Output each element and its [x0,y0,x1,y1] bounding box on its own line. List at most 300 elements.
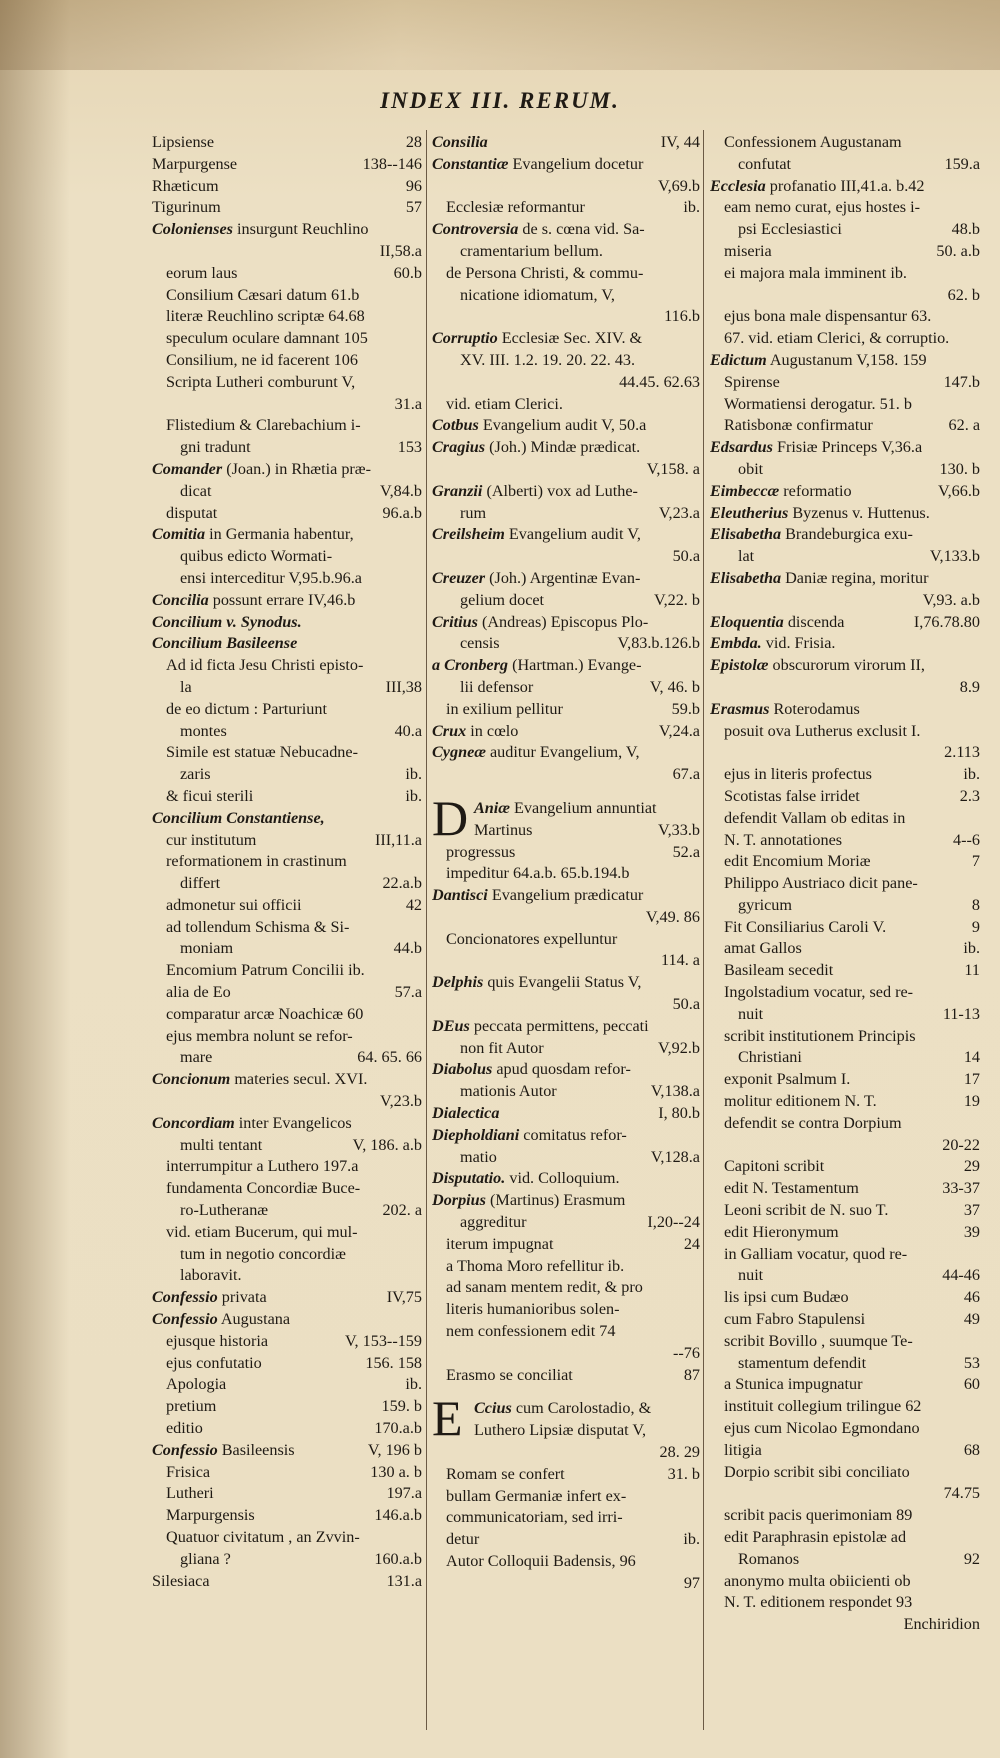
index-text: confutat [738,154,792,173]
index-entry-line [432,1299,700,1321]
page-reference: V, 153--159 [344,1331,422,1350]
index-entry-heading [710,699,980,721]
index-text: N. T. annotationes [724,830,843,849]
page-reference: 44.b [393,939,422,958]
index-text: gyricum [738,895,792,914]
index-text: inter Evangelicos [234,1113,352,1132]
index-entry-line [710,1178,980,1200]
index-text: ejus bona male dispensantur 63. [724,307,932,326]
index-keyword: Constantiæ [432,154,509,173]
index-entry-heading [710,350,980,372]
index-entry-heading [152,219,422,241]
index-keyword: Embda. [710,634,762,653]
page-reference: 8 [971,895,980,914]
index-text: eorum laus [166,263,238,282]
index-entry-line [152,415,422,437]
index-entry-line [432,764,700,786]
index-text: Autor Colloquii Badensis, 96 [446,1552,636,1570]
index-entry-heading [432,885,700,907]
page-reference: 170.a.b [374,1419,422,1438]
page-reference: 29 [963,1157,980,1176]
index-entry-line [152,1571,422,1593]
index-text: vid. Colloquium. [505,1169,620,1188]
page-reference: 160.a.b [374,1549,422,1568]
index-entry-heading [432,655,700,677]
index-entry-line [710,1156,980,1178]
index-entry-heading [432,1059,700,1081]
index-text: edit Paraphrasin epistolæ ad [724,1528,907,1546]
index-entry-line [152,263,422,285]
index-entry-line [432,1038,700,1060]
index-entry-line [432,1321,700,1343]
index-text: Concionatores expelluntur [446,929,618,948]
index-entry-line [432,1486,700,1508]
index-entry-line [710,808,980,830]
index-text: reformationem in crastinum [166,852,347,871]
index-entry-heading [710,437,980,459]
page-reference: 62. b [947,285,980,304]
column-rule-right [703,130,704,1730]
index-text: comitatus refor- [519,1125,627,1144]
page-reference: V,24.a [658,721,700,740]
index-entry-line [432,633,700,655]
index-entry-line [152,764,422,786]
index-entry-line [710,1396,980,1418]
index-entry-heading [152,612,422,634]
index-text: de s. cœna vid. Sa- [518,220,645,239]
index-text: la [180,677,192,696]
index-text: cum Fabro Stapulensi [724,1310,866,1329]
index-text: (Martinus) Erasmum [485,1191,626,1210]
page-reference: 48.b [951,220,980,239]
index-keyword: Confessio [152,1310,218,1329]
page-reference: 153 [397,438,422,457]
index-text: Evangelium prædicatur [487,886,644,905]
index-entry-line [152,568,422,590]
index-text: disputat [166,503,218,522]
index-entry-heading [152,524,422,546]
index-entry-line [152,132,422,154]
index-entry-line [432,994,700,1016]
page-reference: 97 [683,1573,700,1592]
index-entry-heading [152,808,422,830]
page-reference: 28 [405,133,422,151]
index-keyword: Dantisci [432,886,488,905]
page-reference: 44.45. 62.63 [619,372,700,391]
index-entry-line [710,938,980,960]
index-entry-line [432,197,700,219]
index-entry-heading [432,154,700,176]
index-entry-line [152,1156,422,1178]
index-keyword: Elisabetha [710,525,782,544]
index-text: Augustanum V,158. 159 [766,350,927,369]
index-entry-line [152,873,422,895]
index-text: Basileensis [217,1440,295,1459]
index-text: lii defensor [460,677,534,696]
index-text: (Joan.) in Rhætia præ- [222,459,371,478]
page-reference: V, 46. b [649,677,700,696]
page-reference: 17 [963,1070,980,1089]
index-entry-line [710,415,980,437]
page-reference: V,23.b [380,1092,422,1111]
index-entry-line [152,938,422,960]
index-text: de Persona Christi, & commu- [446,263,644,282]
page-reference: 96.a.b [382,503,422,522]
index-keyword: Colonienses [152,220,233,239]
index-keyword: Granzii [432,481,483,500]
page-reference: IV,75 [386,1288,422,1307]
index-text: Simile est statuæ Nebucadne- [166,743,358,762]
index-entry-line [432,820,700,842]
index-entry-line [710,1462,980,1484]
section-gap [432,786,700,798]
index-text: N. T. editionem respondet 93 [724,1593,913,1612]
index-text: 67. vid. etiam Clerici, & corruptio. [724,329,950,348]
index-keyword: Corruptio [432,329,498,348]
index-keyword: Dialectica [432,1104,500,1123]
page-reference: 60 [963,1375,980,1394]
page-reference: 11-13 [942,1004,980,1023]
index-text: Consilium Cæsari datum 61.b [166,285,360,304]
index-entry-heading [432,219,700,241]
index-entry-line [710,721,980,743]
index-entry-line [432,1551,700,1573]
index-entry-line [152,1331,422,1353]
index-text: gliana ? [180,1549,231,1568]
index-entry-line [710,764,980,786]
page-reference: 20-22 [942,1135,980,1154]
index-text: quis Evangelii Status V, [483,973,642,992]
index-keyword: Diepholdiani [432,1125,520,1144]
index-entry-line [432,1442,700,1464]
page-reference: 42 [405,895,422,914]
index-entry-line [432,285,700,307]
index-entry-heading [710,176,980,198]
index-text: Byzenus v. Huttenus. [788,503,930,522]
index-keyword: Creilsheim [432,525,505,544]
index-entry-line [152,1462,422,1484]
index-entry-line [432,350,700,372]
page-reference: 52.a [672,842,700,861]
index-text: mare [180,1048,213,1067]
index-text: miseria [724,241,772,260]
index-entry-line [152,546,422,568]
index-entry-line [710,546,980,568]
page-reference: V,84.b [380,481,422,500]
index-entry-line [710,851,980,873]
index-entry-line [432,372,700,394]
index-entry-heading [432,437,700,459]
page-reference: 14 [963,1048,980,1067]
index-entry-line [152,241,422,263]
index-text: auditur Evangelium, V, [485,743,640,762]
index-text: stamentum defendit [738,1353,867,1372]
index-entry-line [432,1256,700,1278]
page-reference: 11 [964,961,980,980]
index-text: ad tollendum Schisma & Si- [166,917,350,936]
index-entry-line [432,1365,700,1387]
index-entry-line [152,1200,422,1222]
index-entry-line [710,917,980,939]
index-text: (Joh.) Mindæ prædicat. [485,438,641,457]
index-text: Confessionem Augustanam [724,133,902,151]
index-entry-line [710,895,980,917]
index-entry-line [152,328,422,350]
page-reference: 159.a [944,154,980,173]
index-text: Evangelium audit V, 50.a [478,416,647,435]
index-text: molitur editionem N. T. [724,1092,877,1111]
index-entry-line [710,1113,980,1135]
index-entry-line [152,1396,422,1418]
page-reference: --76 [673,1343,700,1362]
index-entry-heading [710,524,980,546]
index-text: materies secul. XVI. [230,1070,368,1089]
page-reference: 50.a [672,547,700,566]
page-reference: 46 [963,1288,980,1307]
index-text: progressus [446,842,516,861]
index-entry-line [710,154,980,176]
page-reference: V,33.b [658,820,700,839]
index-text: scribit pacis querimoniam 89 [724,1506,913,1525]
index-text: montes [180,721,227,740]
index-entry-heading [152,633,422,655]
page-reference: 116.b [664,307,700,326]
index-text: a Stunica impugnatur [724,1375,863,1394]
page-reference: 68 [963,1440,980,1459]
page-reference: 2.113 [944,743,980,762]
page-header: INDEX III. RERUM. [380,88,620,113]
index-keyword: DEus [432,1016,470,1035]
index-entry-heading [710,568,980,590]
index-text: Evangelium docetur [508,154,644,173]
index-keyword: Creuzer [432,568,486,587]
index-entry-heading [152,1309,422,1331]
index-entry-line [152,1418,422,1440]
index-text: anonymo multa obiicienti ob [724,1571,911,1590]
index-text: ensi interceditur V,95.b.96.a [180,568,362,587]
index-entry-line [432,590,700,612]
page-reference: V,138.a [650,1082,700,1101]
index-keyword: Erasmus [710,699,770,718]
page-reference: V,92.b [658,1038,700,1057]
index-entry-line [152,1004,422,1026]
index-entry-line [710,960,980,982]
page-reference: 24 [683,1234,700,1253]
index-text: Evangelium annuntiat [510,798,657,817]
index-entry-line [710,1200,980,1222]
index-entry-line [432,1343,700,1365]
index-text: Encomium Patrum Concilii ib. [166,961,365,980]
page-reference: 57.a [394,983,422,1002]
index-entry-line [152,350,422,372]
index-text: iterum impugnat [446,1234,554,1253]
index-entry-line [710,219,980,241]
index-entry-line [710,590,980,612]
index-entry-line [710,306,980,328]
page-reference: 202. a [382,1201,422,1220]
page-reference: IV, 44 [660,133,700,151]
page-reference: 39 [963,1222,980,1241]
index-entry-line [710,1069,980,1091]
index-entry-line [710,1592,980,1614]
index-text: Marpurgensis [166,1506,255,1525]
index-entry-heading [152,1069,422,1091]
index-keyword: Epistolæ [710,656,769,675]
index-column-1 [152,132,422,1742]
index-entry-line [710,241,980,263]
index-text: vid. etiam Clerici. [446,394,563,413]
index-entry-line [152,1374,422,1396]
page-reference: 197.a [386,1484,422,1503]
index-text: (Joh.) Argentinæ Evan- [485,568,641,587]
index-entry-line [710,1309,980,1331]
index-entry-heading [432,415,700,437]
index-text: eam nemo curat, ejus hostes i- [724,198,920,217]
page-reference: II,58.a [379,241,422,260]
index-entry-line [432,1277,700,1299]
index-entry-heading [432,328,700,350]
index-entry-line [710,328,980,350]
page-reference: 114. a [661,951,700,970]
index-entry-line [432,263,700,285]
index-entry-line [710,1374,980,1396]
index-entry-line [432,546,700,568]
index-text: pretium [166,1397,217,1416]
index-entry-line [710,1331,980,1353]
index-text: ei majora mala imminent ib. [724,263,907,282]
index-text: Frisiæ Princeps V,36.a [772,438,923,457]
index-entry-line [152,1505,422,1527]
index-column-3 [710,132,980,1742]
index-keyword: Edictum [710,350,767,369]
index-text: quibus edicto Wormati- [180,547,333,566]
page-reference: V,69.b [658,176,700,195]
index-text: scribit Bovillo , suumque Te- [724,1331,913,1350]
index-entry-line [432,699,700,721]
index-text: exponit Psalmum I. [724,1070,851,1089]
index-entry-line [710,677,980,699]
page-reference: V,158. a [646,459,700,478]
index-text: amat Gallos [724,939,802,958]
index-text: nuit [738,1266,764,1285]
section-gap [432,1386,700,1398]
index-text: nem confessionem edit 74 [446,1322,616,1341]
index-entry-line [710,1135,980,1157]
index-text: ejus membra nolunt se refor- [166,1026,353,1045]
index-entry-line [152,503,422,525]
index-keyword: Aniæ [474,798,510,817]
index-entry-line [710,394,980,416]
index-keyword: Consilia [432,133,488,151]
index-keyword: Concilia [152,590,209,609]
index-entry-heading [432,1190,700,1212]
page-reference: 8.9 [959,677,980,696]
index-keyword: Ecclesia [710,176,766,195]
index-text: gelium docet [460,590,545,609]
page-reference: 159. b [381,1397,422,1416]
index-text: in cœlo [466,721,519,740]
index-entry-line [710,1265,980,1287]
page-reference: 44-46 [942,1266,980,1285]
index-keyword: Eloquentia [710,612,784,631]
index-entry-line [152,1265,422,1287]
index-text: nicatione idiomatum, V, [460,285,615,304]
index-entry-line [152,851,422,873]
index-text: cum Carolostadio, & [511,1399,652,1418]
index-text: ejus cum Nicolao Egmondano [724,1419,920,1438]
index-text: cramentarium bellum. [460,241,603,260]
index-text: gni tradunt [180,438,251,457]
page-reference: V, 186. a.b [352,1135,422,1154]
index-entry-line [152,982,422,1004]
index-entry-line [432,842,700,864]
index-entry-line [710,830,980,852]
index-text: laboravit. [180,1266,242,1285]
index-entry-line [710,1549,980,1571]
index-entry-heading [432,524,700,546]
index-entry-heading [152,1440,422,1462]
page-reference: I, 80.b [658,1104,700,1123]
index-text: differt [180,874,221,893]
index-keyword: Disputatio. [432,1169,506,1188]
page-reference: 33-37 [942,1179,980,1198]
index-text: Wormatiensi derogatur. 51. b [724,394,912,413]
index-keyword: Ccius [474,1399,512,1418]
index-keyword: Cygneæ [432,743,486,762]
index-entry-line [432,950,700,972]
index-text: Scotistas false irridet [724,786,860,805]
index-entry-line [710,1527,980,1549]
page-reference: 130 a. b [370,1462,422,1481]
index-entry-line [432,306,700,328]
page-reference: V,22. b [653,590,700,609]
index-entry-line [710,1353,980,1375]
index-text: Lutheri [166,1484,214,1503]
index-entry-line [432,1420,700,1442]
index-entry-heading [710,655,980,677]
index-entry-heading [152,1113,422,1135]
index-keyword: Critius [432,612,478,631]
index-keyword: Diabolus [432,1060,493,1079]
index-text: profanatio III,41.a. b.42 [765,176,925,195]
page-reference: 22.a.b [382,874,422,893]
index-entry-line [432,1234,700,1256]
index-text: Frisica [166,1462,211,1481]
page-reference: 4--6 [953,830,980,849]
index-entry-line [432,863,700,885]
page-reference: V,128.a [650,1147,700,1166]
index-text: Erasmo se conciliat [446,1365,573,1384]
index-entry-line [152,960,422,982]
index-entry-line [152,437,422,459]
index-text: alia de Eo [166,983,231,1002]
index-text: a Thoma Moro refellitur ib. [446,1256,625,1275]
index-entry-heading [710,633,980,655]
page-reference: 74.75 [943,1484,980,1503]
index-text: Augustana [217,1310,291,1329]
index-entry-line [152,1527,422,1549]
page-reference: ib. [405,786,422,805]
index-text: Romanos [738,1549,800,1568]
index-entry-line [710,1614,980,1636]
index-text: & ficui sterili [166,786,254,805]
index-entry-line [710,197,980,219]
index-entry-line [710,1505,980,1527]
index-entry-line [152,742,422,764]
index-entry-line [432,503,700,525]
index-text: in exilium pellitur [446,699,563,718]
index-text: interrumpitur a Luthero 197.a [166,1157,359,1176]
